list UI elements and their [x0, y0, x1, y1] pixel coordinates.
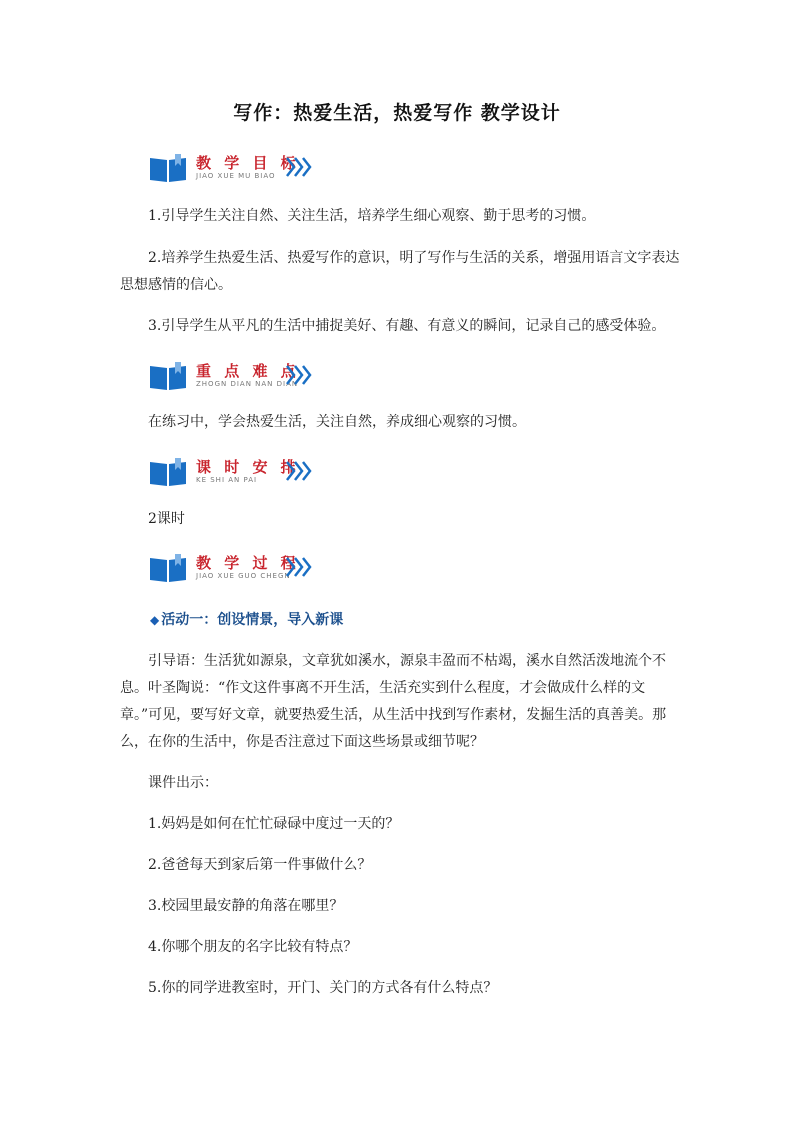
goal-item: 2.培养学生热爱生活、热爱写作的意识，明了写作与生活的关系，增强用语言文字表达思想感情的信心。 [120, 250, 680, 293]
activity-title: 活动一：创设情景，导入新课 [161, 612, 344, 628]
schedule-text: 2课时 [148, 511, 185, 527]
question-item: 4.你哪个朋友的名字比较有特点？ [148, 939, 358, 955]
section-label: 重 点 难 点 [196, 362, 300, 380]
section-header-schedule [148, 456, 328, 492]
open-book-icon [148, 552, 188, 584]
section-label: 教 学 过 程 [196, 554, 300, 572]
chevron-right-icon [286, 364, 312, 386]
open-book-icon [148, 456, 188, 488]
question-item: 5.你的同学进教室时，开门、关门的方式各有什么特点？ [148, 980, 498, 996]
section-pinyin: JIAO XUE MU BIAO [196, 172, 276, 180]
goal-item: 3.引导学生从平凡的生活中捕捉美好、有趣、有意义的瞬间，记录自己的感受体验。 [148, 318, 666, 334]
section-pinyin: ZHOGN DIAN NAN DIAN [196, 380, 299, 388]
open-book-icon [148, 360, 188, 392]
chevron-right-icon [286, 156, 312, 178]
diamond-bullet-icon: ◆ [150, 613, 160, 627]
question-item: 1.妈妈是如何在忙忙碌碌中度过一天的？ [148, 816, 400, 832]
key-text: 在练习中，学会热爱生活，关注自然，养成细心观察的习惯。 [148, 414, 526, 430]
chevron-right-icon [286, 460, 312, 482]
section-header-process [148, 552, 328, 588]
section-header-key [148, 360, 328, 396]
question-item: 3.校园里最安静的角落在哪里？ [148, 898, 344, 914]
goal-item: 1.引导学生关注自然、关注生活，培养学生细心观察、勤于思考的习惯。 [148, 208, 596, 224]
slide-label: 课件出示： [148, 775, 218, 791]
document-title: 写作：热爱生活，热爱写作 教学设计 [233, 102, 561, 124]
section-pinyin: JIAO XUE GUO CHEGN [196, 572, 291, 580]
open-book-icon [148, 152, 188, 184]
section-header-goals [148, 152, 328, 188]
activity-heading [150, 609, 343, 629]
section-pinyin: KE SHI AN PAI [196, 476, 258, 484]
section-label: 课 时 安 排 [196, 458, 300, 476]
section-label: 教 学 目 标 [196, 154, 300, 172]
activity-intro: 引导语：生活犹如源泉，文章犹如溪水，源泉丰盈而不枯竭，溪水自然活泼地流个不息。叶圣陶说：“作文这件事离不开生活，生活充实到什么程度，才会做成什么样的文章。”可见，要写好文章，就要热爱生活，从生活中找到写作素材，发掘生活的真善美。那么，在你的生活中，你是否注意过下面这些场景或细节呢？ [120, 653, 667, 750]
chevron-right-icon [286, 556, 312, 578]
question-item: 2.爸爸每天到家后第一件事做什么？ [148, 857, 372, 873]
